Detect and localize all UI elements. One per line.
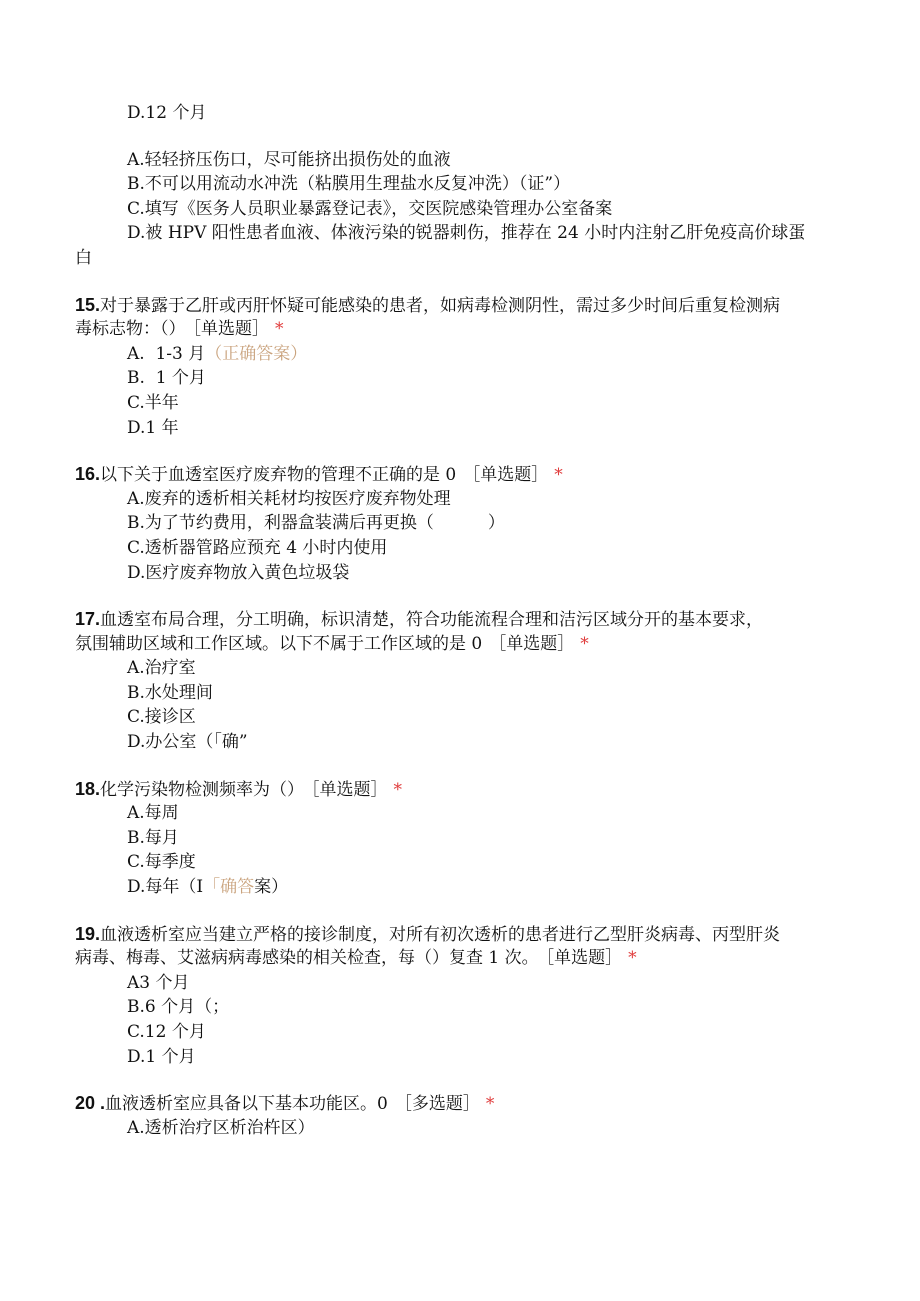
option-line xyxy=(75,511,895,536)
question-type-tag: ［单选题］ xyxy=(545,948,623,969)
question-stem-text: 病毒、梅毒、艾滋病病毒感染的相关检查，每（）复查 1 次。 xyxy=(75,948,539,969)
question-number: 17. xyxy=(75,609,101,630)
question-type-tag: ［单选题］ xyxy=(489,633,575,654)
option-line xyxy=(75,875,895,900)
question-number: 16. xyxy=(75,464,101,485)
option-text: C.填写《医务人员职业暴露登记表》，交医院感染管理办公室备案 xyxy=(127,198,613,219)
option-line xyxy=(75,197,895,222)
question-type-tag: ［单选题］ xyxy=(311,779,388,800)
question-block xyxy=(75,1091,895,1140)
option-line xyxy=(75,801,895,826)
question-block xyxy=(75,607,895,755)
option-text: C.每季度 xyxy=(127,852,196,873)
question-stem-text: 血透室布局合理，分工明确，标识清楚，符合功能流程合理和洁污区域分开的基本要求， xyxy=(100,610,764,631)
question-stem-text: 血液透析室应具备以下基本功能区。0 xyxy=(105,1094,388,1115)
option-line xyxy=(75,681,895,706)
option-text: B.水处理间 xyxy=(127,682,213,703)
option-line xyxy=(75,1045,895,1070)
required-asterisk: * xyxy=(275,319,284,340)
continued-options-block xyxy=(75,148,895,271)
option-line xyxy=(75,1020,895,1045)
option-line xyxy=(75,730,895,755)
option-line xyxy=(75,416,895,441)
option-text: A.废弃的透析相关耗材均按医疗废弃物处理 xyxy=(127,488,451,509)
required-asterisk: * xyxy=(393,779,403,800)
question-number: 20 . xyxy=(75,1093,106,1114)
correct-answer-mark: （正确答案） xyxy=(205,343,308,364)
option-text: B.6 个月（； xyxy=(127,997,230,1018)
option-text: A.治疗室 xyxy=(127,658,196,679)
option-text: C.12 个月 xyxy=(127,1022,206,1042)
option-line xyxy=(75,342,895,367)
option-text: A3 个月 xyxy=(127,972,190,993)
option-text: B. 1 个月 xyxy=(127,368,206,389)
question-stem-text: 化学污染物检测频率为（） xyxy=(100,779,305,800)
question-type-tag: ［单选题］ xyxy=(192,319,269,340)
option-text: A. 1-3 月 xyxy=(127,343,206,364)
question-block xyxy=(75,922,895,1070)
option-line xyxy=(75,826,895,851)
option-line xyxy=(75,705,895,730)
option-text: C.半年 xyxy=(127,392,179,413)
question-block xyxy=(75,462,895,585)
option-text: D.12 个月 xyxy=(127,103,207,123)
option-line xyxy=(75,366,895,391)
required-asterisk: * xyxy=(485,1094,495,1115)
question-type-tag: ［多选题］ xyxy=(394,1094,480,1115)
question-stem-text: 氛围辅助区域和工作区域。以下不属于工作区域的是 0 xyxy=(75,633,483,654)
option-line xyxy=(75,971,895,996)
question-number: 18. xyxy=(75,778,101,799)
option-line xyxy=(75,391,895,416)
question-type-tag: ［单选题］ xyxy=(463,465,549,486)
option-text-tail: 案） xyxy=(254,877,289,898)
question-stem-text: 血液透析室应当建立严格的接诊制度，对所有初次透析的患者进行乙型肝炎病毒、丙型肝炎 xyxy=(100,924,781,945)
question-stem-text: 对于暴露于乙肝或丙肝怀疑可能感染的患者，如病毒检测阴性，需过多少时间后重复检测病 xyxy=(100,295,781,316)
option-text: A.轻轻挤压伤口，尽可能挤出损伤处的血液 xyxy=(127,149,451,170)
option-line xyxy=(75,487,895,512)
question-stem-text: 毒标志物：（） xyxy=(75,319,186,340)
required-asterisk: * xyxy=(580,633,589,654)
wrapped-option-tail: 白 xyxy=(75,247,92,268)
question-number: 19. xyxy=(75,923,101,944)
option-line xyxy=(75,1116,895,1141)
option-text: D.医疗废弃物放入黄色垃圾袋 xyxy=(127,562,350,583)
option-line xyxy=(75,101,895,126)
option-text: D.1 个月 xyxy=(127,1046,196,1067)
option-text: A.透析治疗区析治杵区） xyxy=(127,1117,315,1138)
option-text: C.接诊区 xyxy=(127,707,196,728)
question-stem-line xyxy=(75,777,895,802)
option-line xyxy=(75,221,895,246)
option-text: B.不可以用流动水冲洗（粘膜用生理盐水反复冲洗）（证”） xyxy=(127,174,571,195)
option-line xyxy=(75,561,895,586)
question-stem-line xyxy=(75,293,895,318)
continued-options-block xyxy=(75,101,895,126)
option-text: D.办公室（「确” xyxy=(127,732,248,753)
question-stem-line xyxy=(75,317,895,342)
question-block xyxy=(75,293,895,441)
question-list xyxy=(75,101,895,1140)
correct-answer-mark: 「确答 xyxy=(203,877,255,898)
option-line xyxy=(75,850,895,875)
option-text: B.每月 xyxy=(127,827,179,848)
option-text: C.透析器管路应预充 4 小时内使用 xyxy=(127,537,388,558)
option-text: A.每周 xyxy=(127,803,179,824)
option-line xyxy=(75,656,895,681)
option-text: D.被 HPV 阳性患者血液、体液污染的锐器刺伤，推荐在 24 小时内注射乙肝免疫高价球蛋 xyxy=(127,223,806,244)
question-stem-text: 以下关于血透室医疗废弃物的管理不正确的是 0 xyxy=(100,465,457,486)
option-text: D.1 年 xyxy=(127,417,179,438)
required-asterisk: * xyxy=(554,465,563,486)
question-stem-line xyxy=(75,922,895,947)
question-block xyxy=(75,777,895,900)
option-line xyxy=(75,536,895,561)
question-number: 15. xyxy=(75,294,101,315)
question-stem-line xyxy=(75,632,895,657)
option-line xyxy=(75,172,895,197)
question-stem-line xyxy=(75,946,895,971)
option-text: B.为了节约费用，利器盒装满后再更换（ ） xyxy=(127,513,505,534)
option-line xyxy=(75,148,895,173)
required-asterisk: * xyxy=(628,948,637,969)
question-stem-line xyxy=(75,607,895,632)
option-text: D.每年（I xyxy=(127,877,204,898)
option-line xyxy=(75,995,895,1020)
question-stem-line xyxy=(75,1091,895,1116)
question-stem-line xyxy=(75,462,895,487)
